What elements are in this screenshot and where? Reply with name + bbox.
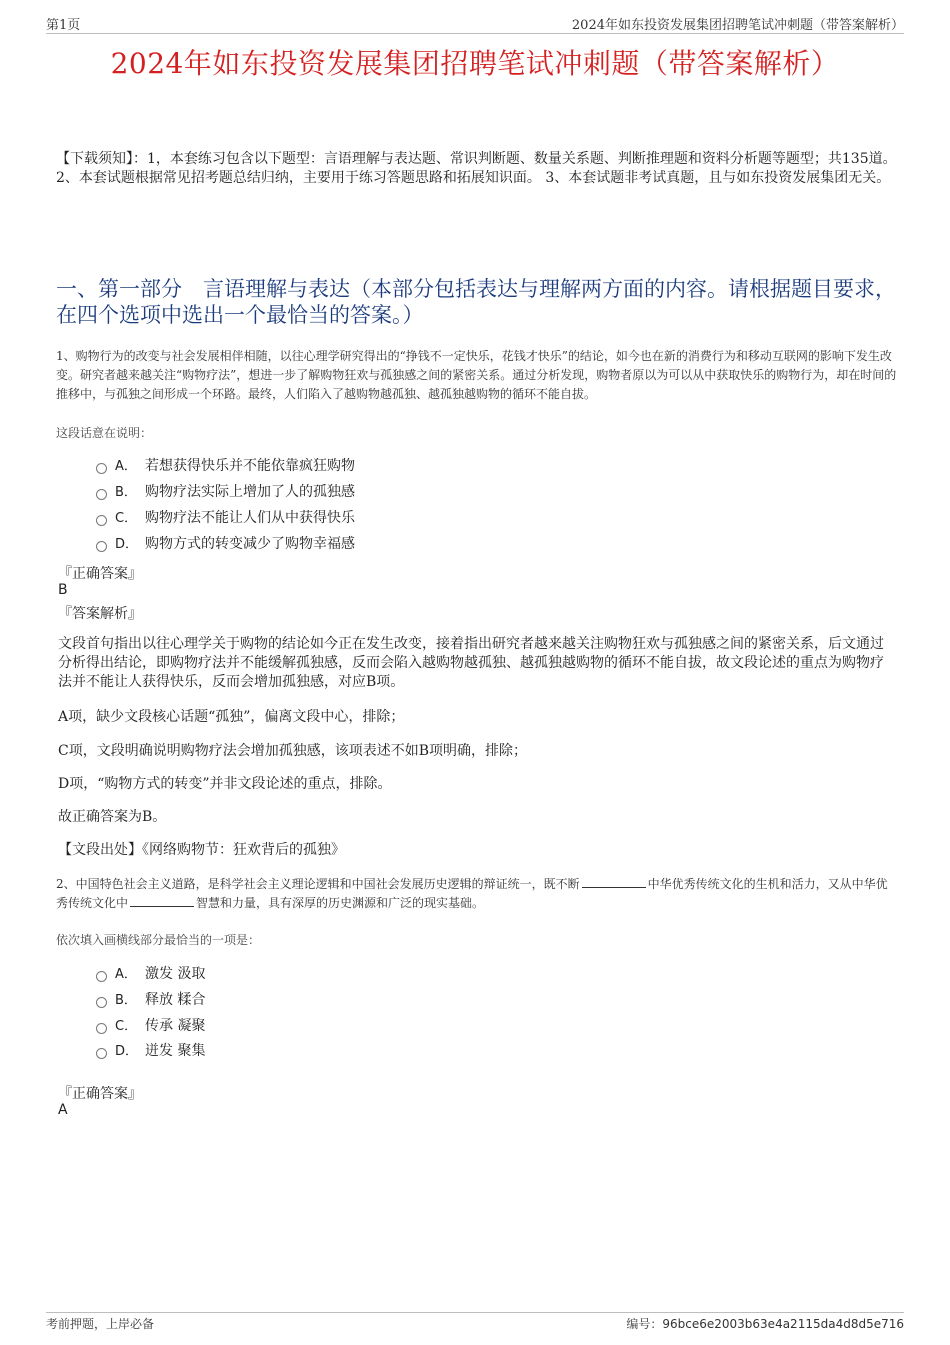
radio-icon[interactable] [96, 463, 107, 474]
q2-answer-label: 『正确答案』 [58, 1086, 142, 1102]
footer-code-value: 96bce6e2003b63e4a2115da4d8d5e716 [662, 1317, 904, 1331]
question-2-prompt: 依次填入画横线部分最恰当的一项是： [56, 933, 261, 947]
q2-option-b[interactable] [96, 990, 205, 1010]
option-letter: A． [115, 967, 137, 982]
option-text: 释放 糅合 [145, 992, 206, 1008]
q1-option-b[interactable] [96, 482, 355, 502]
header-divider [46, 33, 904, 34]
q2-option-c[interactable] [96, 1016, 205, 1036]
q2-text-part1: 2、中国特色社会主义道路，是科学社会主义理论逻辑和中国社会发展历史逻辑的辩证统一，既不断 [56, 877, 580, 891]
download-notice: 【下载须知】：1，本套练习包含以下题型：言语理解与表达题、常识判断题、数量关系题、判断推理题和资料分析题等题型；共135道。 2、本套试题根据常见招考题总结归纳，主要用于练习答题思路和拓展知识面。 3、本套试题非考试真题，且与如东投资发展集团无关。 [56, 151, 897, 186]
q1-conclusion: 故正确答案为B。 [58, 809, 167, 825]
q1-option-c[interactable] [96, 508, 355, 528]
option-text: 传承 凝聚 [145, 1018, 206, 1034]
option-letter: D． [115, 1044, 139, 1059]
footer-slogan: 考前押题，上岸必备 [46, 1317, 155, 1331]
q2-text-part3: 智慧和力量，具有深厚的历史渊源和广泛的现实基础。 [196, 896, 485, 910]
radio-icon[interactable] [96, 1048, 107, 1059]
option-letter: B． [115, 993, 137, 1008]
q2-answer: A [58, 1102, 68, 1118]
option-letter: C． [115, 511, 138, 526]
page-title: 2024年如东投资发展集团招聘笔试冲刺题（带答案解析） [110, 47, 840, 80]
option-text: 激发 汲取 [145, 966, 206, 982]
q2-text-part2: 中华优秀传统文化的生机和活力，又从中华优秀传统文化中 [56, 877, 888, 910]
q1-answer: B [58, 582, 68, 598]
fill-blank-1 [582, 875, 646, 888]
section-heading: 一、第一部分 言语理解与表达（本部分包括表达与理解两方面的内容。请根据题目要求，在四个选项中选出一个最恰当的答案。） [56, 277, 896, 327]
question-1-prompt: 这段话意在说明： [56, 426, 153, 440]
radio-icon[interactable] [96, 1023, 107, 1034]
q1-answer-label: 『正确答案』 [58, 566, 142, 582]
q1-analysis-option-d: D项，“购物方式的转变”并非文段论述的重点，排除。 [58, 776, 392, 792]
radio-icon[interactable] [96, 515, 107, 526]
radio-icon[interactable] [96, 541, 107, 552]
footer-divider [46, 1312, 904, 1313]
option-text: 购物方式的转变减少了购物幸福感 [145, 536, 355, 552]
footer-code-label: 编号： [626, 1317, 663, 1331]
option-letter: C． [115, 1019, 138, 1034]
option-text: 迸发 聚集 [145, 1043, 206, 1059]
option-text: 购物疗法实际上增加了人的孤独感 [145, 484, 355, 500]
q1-option-d[interactable] [96, 534, 355, 554]
option-text: 购物疗法不能让人们从中获得快乐 [145, 510, 355, 526]
question-1-text: 1、购物行为的改变与社会发展相伴相随，以往心理学研究得出的“挣钱不一定快乐，花钱才快乐”的结论，如今也在新的消费行为和移动互联网的影响下发生改变。研究者越来越关注“购物疗法”，想进一步了解购物狂欢与孤独感之间的紧密关系。通过分析发现，购物者原以为可以从中获取快乐的购物行为，却在时间的推移中，与孤独之间形成一个环路。最终，人们陷入了越购物越孤独、越孤独越购物的循环不能自拔。 [56, 349, 897, 401]
q1-analysis-label: 『答案解析』 [58, 606, 142, 622]
q2-option-d[interactable] [96, 1041, 205, 1061]
footer-code [626, 1315, 904, 1332]
radio-icon[interactable] [96, 997, 107, 1008]
fill-blank-2 [130, 894, 194, 907]
radio-icon[interactable] [96, 971, 107, 982]
q1-analysis-option-c: C项，文段明确说明购物疗法会增加孤独感，该项表述不如B项明确，排除； [58, 743, 527, 759]
option-letter: B． [115, 485, 137, 500]
option-letter: A． [115, 459, 137, 474]
q1-source: 【文段出处】《网络购物节：狂欢背后的孤独》 [58, 842, 345, 858]
radio-icon[interactable] [96, 489, 107, 500]
option-text: 若想获得快乐并不能依靠疯狂购物 [145, 458, 355, 474]
header-doc-title: 2024年如东投资发展集团招聘笔试冲刺题（带答案解析） [571, 18, 904, 33]
q1-analysis: 文段首句指出以往心理学关于购物的结论如今正在发生改变，接着指出研究者越来越关注购物狂欢与孤独感之间的紧密关系，后文通过分析得出结论，即购物疗法并不能缓解孤独感，反而会陷入越购物越孤独、越孤独越购物的循环不能自拔，故文段论述的重点为购物疗法并不能让人获得快乐，反而会增加孤独感，对应B项。 [58, 636, 884, 690]
q2-option-a[interactable] [96, 964, 205, 984]
q1-analysis-option-a: A项，缺少文段核心话题“孤独”，偏离文段中心，排除； [58, 709, 405, 725]
page-number: 第1页 [46, 18, 81, 33]
question-2-text [56, 875, 898, 913]
q1-option-a[interactable] [96, 456, 355, 476]
option-letter: D． [115, 537, 139, 552]
